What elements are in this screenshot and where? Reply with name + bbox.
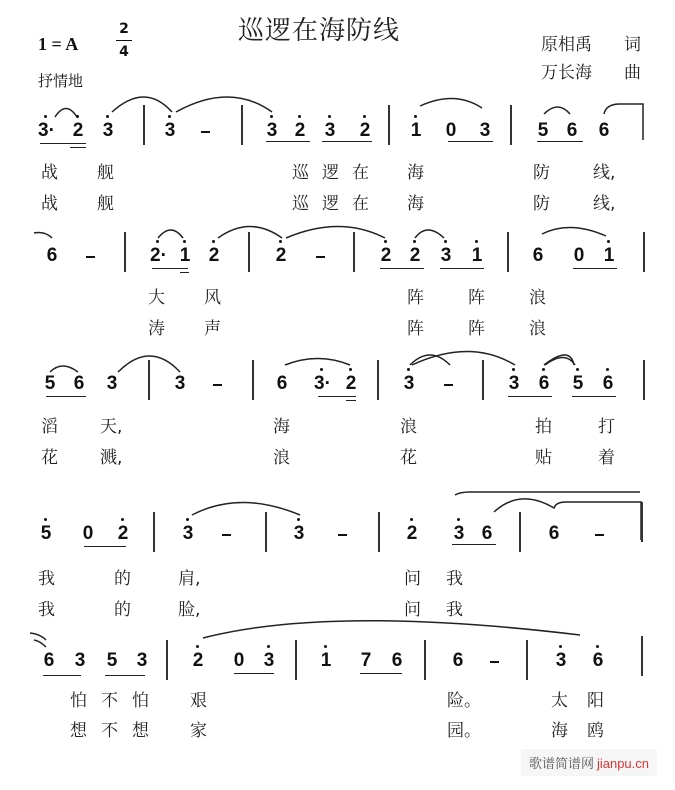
note (71, 374, 87, 394)
note-value: 0 (233, 650, 245, 671)
note (180, 524, 196, 544)
note-value: 2 (294, 120, 306, 141)
note (274, 374, 290, 394)
note (104, 374, 120, 394)
lyric: 拍 (535, 417, 552, 437)
note-value: 3 (453, 523, 465, 544)
bar-line (241, 105, 243, 145)
note-value: 3 (74, 650, 86, 671)
lyric: 脸, (178, 600, 201, 620)
note (506, 374, 522, 394)
lyric: 阵 (468, 319, 485, 339)
bar-line (482, 360, 484, 400)
bar-line (378, 512, 380, 552)
underline (380, 268, 424, 269)
note-value: 3 (102, 120, 114, 141)
key-signature: 1 = A (38, 34, 79, 54)
underline (573, 268, 617, 269)
lyric: 战 (41, 194, 58, 214)
note (553, 651, 569, 671)
note (44, 246, 60, 266)
lyric: 逻 (322, 194, 339, 214)
underline (234, 673, 274, 674)
note-dash (338, 534, 347, 536)
note-value: 6 (276, 373, 288, 394)
note-value: 2 (345, 373, 357, 394)
note-value: 1 (603, 245, 615, 266)
note (162, 121, 178, 141)
note-value: 3 (174, 373, 186, 394)
note-value: 1 (179, 245, 191, 266)
note (292, 121, 308, 141)
lyric: 太 (551, 691, 568, 711)
note-value: 2 (275, 245, 287, 266)
lyric: 逻 (322, 163, 339, 183)
underline (318, 396, 356, 397)
note-value: 5 (572, 373, 584, 394)
note-value: 2 (192, 650, 204, 671)
lyric: 浪 (529, 319, 546, 339)
lyric: 滔 (41, 417, 58, 437)
note (177, 246, 193, 266)
lyric: 肩, (178, 569, 201, 589)
underline (266, 141, 310, 142)
bar-line (295, 640, 297, 680)
note-value: 7 (360, 650, 372, 671)
lyric: 阳 (587, 691, 604, 711)
lyric: 溅, (100, 448, 123, 468)
note-value: 6 (598, 120, 610, 141)
note (530, 246, 546, 266)
lyric: 我 (446, 569, 463, 589)
note (206, 246, 222, 266)
note-value: 6 (452, 650, 464, 671)
note (42, 374, 58, 394)
note-value: 3 (266, 120, 278, 141)
time-signature (116, 20, 132, 61)
note-value: 2 (72, 120, 84, 141)
note-value: 5 (40, 523, 52, 544)
note (80, 524, 96, 544)
lyric: 我 (38, 569, 55, 589)
lyric: 海 (551, 721, 568, 741)
lyric: 浪 (273, 448, 290, 468)
bar-line (510, 105, 512, 145)
bar-line (248, 232, 250, 272)
note (564, 121, 580, 141)
composer-role: 曲 (624, 63, 641, 83)
note-dash (444, 384, 453, 386)
lyric: 贴 (535, 448, 552, 468)
note-value: 2 (406, 523, 418, 544)
note-value: 2 (117, 523, 129, 544)
note (150, 246, 166, 266)
lyric: 怕 (132, 691, 149, 711)
bar-line (507, 232, 509, 272)
note-value: 0 (82, 523, 94, 544)
lyric: 问 (404, 569, 421, 589)
lyric: 线, (593, 163, 616, 183)
underline (105, 675, 145, 676)
note (469, 246, 485, 266)
song-title: 巡逻在海防线 (238, 16, 401, 46)
note (477, 121, 493, 141)
note-dash (490, 661, 499, 663)
lyric: 涛 (148, 319, 165, 339)
lyric: 舰 (97, 194, 114, 214)
underline (440, 268, 484, 269)
note (291, 524, 307, 544)
note (273, 246, 289, 266)
note-dash (213, 384, 222, 386)
underline (70, 147, 86, 148)
note-value: 2 (409, 245, 421, 266)
lyric: 天, (100, 417, 123, 437)
lyric: 在 (352, 163, 369, 183)
note (357, 121, 373, 141)
underline (537, 141, 583, 142)
note-value: 6 (592, 650, 604, 671)
lyric: 不 (101, 721, 118, 741)
note (536, 374, 552, 394)
note-value: 6 (538, 373, 550, 394)
lyric: 声 (204, 319, 221, 339)
lyric: 浪 (400, 417, 417, 437)
note-value: 2· (150, 245, 167, 266)
bar-line (148, 360, 150, 400)
note (314, 374, 330, 394)
note-value: 6 (532, 245, 544, 266)
lyric: 着 (598, 448, 615, 468)
note-value: 3· (314, 373, 331, 394)
lyric: 花 (400, 448, 417, 468)
note-value: 3 (403, 373, 415, 394)
lyric: 家 (190, 721, 207, 741)
note-value: 3 (440, 245, 452, 266)
note-value: 3 (136, 650, 148, 671)
lyric: 线, (593, 194, 616, 214)
note-value: 3 (106, 373, 118, 394)
note-dash (86, 256, 95, 258)
meter-bottom: 4 (119, 44, 129, 60)
lyric: 海 (407, 194, 424, 214)
lyric: 花 (41, 448, 58, 468)
note-value: 3 (479, 120, 491, 141)
composer-name: 万长海 (541, 63, 592, 83)
note (535, 121, 551, 141)
note-value: 1 (471, 245, 483, 266)
lyric: 阵 (407, 319, 424, 339)
note-value: 5 (44, 373, 56, 394)
bar-line (377, 360, 379, 400)
underline (46, 396, 86, 397)
note (389, 651, 405, 671)
note (38, 524, 54, 544)
note (451, 524, 467, 544)
bar-line (643, 232, 645, 272)
meter-top: 2 (119, 21, 129, 37)
lyric: 浪 (529, 288, 546, 308)
underline (152, 268, 188, 269)
lyric: 舰 (97, 163, 114, 183)
underline (448, 141, 493, 142)
bar-line (124, 232, 126, 272)
bar-line (265, 512, 267, 552)
note-value: 3 (508, 373, 520, 394)
note-value: 3 (164, 120, 176, 141)
bar-line (388, 105, 390, 145)
note-value: 6 (566, 120, 578, 141)
note-value: 5 (106, 650, 118, 671)
note (570, 374, 586, 394)
underline (180, 272, 189, 273)
note (407, 246, 423, 266)
underline (452, 544, 496, 545)
lyric: 阵 (468, 288, 485, 308)
note-value: 6 (602, 373, 614, 394)
note-value: 6 (46, 245, 58, 266)
note (404, 524, 420, 544)
note-value: 1 (320, 650, 332, 671)
note-value: 3 (293, 523, 305, 544)
note-dash (595, 534, 604, 536)
note-value: 2 (208, 245, 220, 266)
underline (508, 396, 552, 397)
note (401, 374, 417, 394)
note (479, 524, 495, 544)
lyric: 巡 (292, 194, 309, 214)
lyric: 战 (41, 163, 58, 183)
note (438, 246, 454, 266)
bar-line (526, 640, 528, 680)
lyric: 防 (533, 163, 550, 183)
underline (322, 141, 372, 142)
bar-line (643, 360, 645, 400)
note-dash (222, 534, 231, 536)
lyricist-name: 原相禹 (541, 35, 592, 55)
underline (346, 400, 356, 401)
lyric: 不 (101, 691, 118, 711)
note (450, 651, 466, 671)
lyric: 阵 (407, 288, 424, 308)
tempo-marking: 抒情地 (38, 72, 84, 90)
underline (40, 143, 86, 144)
note (343, 374, 359, 394)
bar-line (166, 640, 168, 680)
note-value: 6 (548, 523, 560, 544)
lyric: 问 (404, 600, 421, 620)
underline (84, 546, 126, 547)
meter-divider (116, 40, 132, 41)
lyric: 怕 (70, 691, 87, 711)
note (261, 651, 277, 671)
note (443, 121, 459, 141)
note (408, 121, 424, 141)
watermark-site: jianpu.cn (596, 756, 649, 771)
lyric: 在 (352, 194, 369, 214)
underline (360, 673, 402, 674)
note-value: 6 (73, 373, 85, 394)
note (172, 374, 188, 394)
lyric: 海 (273, 417, 290, 437)
note-value: 0 (573, 245, 585, 266)
lyric: 园。 (447, 721, 481, 741)
lyric: 巡 (292, 163, 309, 183)
watermark-text: 歌谱简谱网 (528, 757, 594, 772)
note-value: 3 (555, 650, 567, 671)
underline (572, 396, 616, 397)
bar-line (641, 636, 643, 676)
note-value: 3 (182, 523, 194, 544)
note (264, 121, 280, 141)
lyric: 艰 (190, 691, 207, 711)
note-dash (201, 131, 210, 133)
lyric: 海 (407, 163, 424, 183)
note-value: 3· (38, 120, 55, 141)
note (596, 121, 612, 141)
lyric: 想 (132, 721, 149, 741)
note (358, 651, 374, 671)
note-dash (316, 256, 325, 258)
note-value: 6 (481, 523, 493, 544)
lyric: 想 (70, 721, 87, 741)
bar-line (641, 502, 643, 542)
note-value: 2 (380, 245, 392, 266)
note (115, 524, 131, 544)
lyricist-role: 词 (624, 35, 641, 55)
lyric: 的 (114, 600, 131, 620)
note-value: 0 (445, 120, 457, 141)
lyric: 打 (598, 417, 615, 437)
note (546, 524, 562, 544)
bar-line (143, 105, 145, 145)
bar-line (353, 232, 355, 272)
note-value: 5 (537, 120, 549, 141)
note-value: 2 (359, 120, 371, 141)
note (318, 651, 334, 671)
note (590, 651, 606, 671)
note (378, 246, 394, 266)
note (41, 651, 57, 671)
note-value: 1 (410, 120, 422, 141)
note (231, 651, 247, 671)
note (190, 651, 206, 671)
bar-line (424, 640, 426, 680)
watermark (521, 749, 657, 776)
note (72, 651, 88, 671)
lyric: 防 (533, 194, 550, 214)
lyric: 鸥 (587, 721, 604, 741)
lyric: 我 (446, 600, 463, 620)
note (600, 374, 616, 394)
bar-line (252, 360, 254, 400)
underline (43, 675, 81, 676)
lyric: 险。 (447, 691, 481, 711)
lyric: 大 (148, 288, 165, 308)
note-value: 6 (43, 650, 55, 671)
bar-line (519, 512, 521, 552)
note-value: 6 (391, 650, 403, 671)
lyric: 的 (114, 569, 131, 589)
note (104, 651, 120, 671)
note (100, 121, 116, 141)
note (70, 121, 86, 141)
note (571, 246, 587, 266)
note (38, 121, 54, 141)
lyric: 我 (38, 600, 55, 620)
note-value: 3 (324, 120, 336, 141)
lyric: 风 (204, 288, 221, 308)
note (322, 121, 338, 141)
note-value: 3 (263, 650, 275, 671)
bar-line (153, 512, 155, 552)
note (134, 651, 150, 671)
note (601, 246, 617, 266)
